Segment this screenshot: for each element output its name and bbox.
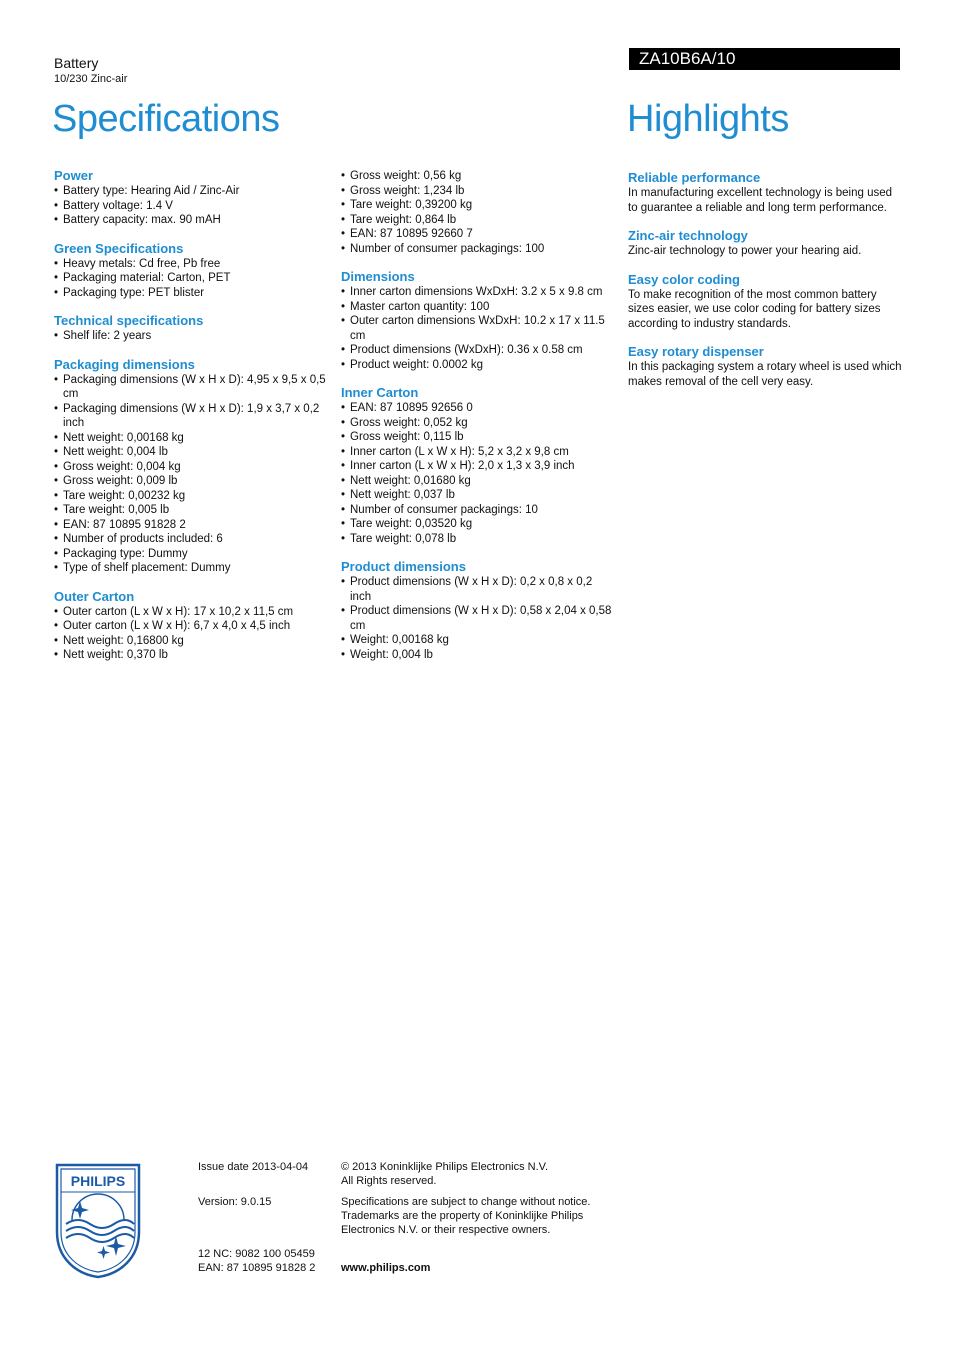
- highlights-column: [628, 170, 903, 402]
- spec-item: • Number of consumer packagings: 100: [341, 242, 613, 257]
- spec-item: • Gross weight: 0,115 lb: [341, 430, 613, 445]
- highlights-title: Highlights: [627, 98, 789, 140]
- spec-item: • Gross weight: 0,56 kg: [341, 169, 613, 184]
- spec-item: • Nett weight: 0,01680 kg: [341, 474, 613, 489]
- spec-item: • Number of consumer packagings: 10: [341, 503, 613, 518]
- spec-item: • Packaging type: Dummy: [54, 547, 326, 562]
- spec-item: • Tare weight: 0,39200 kg: [341, 198, 613, 213]
- highlight-zinc-air: [628, 228, 903, 259]
- spec-item: • Product weight: 0.0002 kg: [341, 358, 613, 373]
- spec-item: • Weight: 0,004 lb: [341, 648, 613, 663]
- section-title: Outer Carton: [54, 588, 135, 604]
- spec-section-inner-carton: [341, 385, 613, 546]
- spec-item: • Nett weight: 0,16800 kg: [54, 634, 326, 649]
- spec-item: • Gross weight: 1,234 lb: [341, 184, 613, 199]
- section-title: Inner Carton: [341, 385, 419, 400]
- legal-notice: Specifications are subject to change without notice. Trademarks are the property of Koninklijke Philips Electronics N.V. or their respective owners.: [341, 1196, 591, 1236]
- section-title: Power: [54, 168, 94, 183]
- highlight-text: In manufacturing excellent technology is being used to guarantee a reliable and long term performance.: [628, 187, 893, 214]
- section-title: Green Specifications: [54, 240, 184, 256]
- spec-item: • Tare weight: 0,00232 kg: [54, 489, 326, 504]
- spec-section-power: [54, 168, 326, 228]
- spec-item: • EAN: 87 10895 92656 0: [341, 401, 613, 416]
- spec-item: • Number of products included: 6: [54, 532, 326, 547]
- highlight-text: Zinc-air technology to power your hearing aid.: [628, 245, 862, 257]
- section-title: Packaging dimensions: [54, 356, 195, 372]
- spec-item: • Nett weight: 0,370 lb: [54, 648, 326, 663]
- specifications-title: Specifications: [52, 98, 280, 140]
- spec-item: • Gross weight: 0,009 lb: [54, 474, 326, 489]
- specs-column-1: [54, 168, 326, 676]
- highlight-color-coding: [628, 272, 903, 332]
- philips-shield-logo: [54, 1162, 142, 1280]
- spec-item: • Outer carton (L x W x H): 6,7 x 4,0 x 4,5 inch: [54, 619, 326, 634]
- spec-section-green: [54, 241, 326, 301]
- issue-date: Issue date 2013-04-04: [198, 1161, 309, 1173]
- spec-item: • Battery voltage: 1.4 V: [54, 199, 326, 214]
- highlight-text: To make recognition of the most common battery sizes easier, we use color coding for battery sizes according to industry standards.: [628, 288, 881, 330]
- section-title: Product dimensions: [341, 559, 466, 574]
- spec-section-technical: [54, 313, 326, 344]
- spec-item: • Battery capacity: max. 90 mAH: [54, 213, 326, 228]
- version: Version: 9.0.15: [198, 1196, 272, 1208]
- spec-item: • Packaging type: PET blister: [54, 286, 326, 301]
- copyright-line-2: All Rights reserved.: [341, 1175, 437, 1187]
- spec-item: • Packaging dimensions (W x H x D): 1,9 x 3,7 x 0,2 inch: [54, 402, 326, 431]
- spec-item: • Packaging material: Carton, PET: [54, 271, 326, 286]
- spec-item: • Shelf life: 2 years: [54, 329, 326, 344]
- spec-item: • EAN: 87 10895 92660 7: [341, 227, 613, 242]
- spec-item: • Tare weight: 0,03520 kg: [341, 517, 613, 532]
- model-number-bar: ZA10B6A/10: [629, 48, 900, 70]
- product-name: Battery: [54, 55, 99, 71]
- highlight-rotary-dispenser: [628, 344, 903, 389]
- spec-item: • EAN: 87 10895 91828 2: [54, 518, 326, 533]
- spec-item: • Tare weight: 0,864 lb: [341, 213, 613, 228]
- spec-section-outer-carton-cont: [341, 169, 613, 256]
- spec-item: • Tare weight: 0,005 lb: [54, 503, 326, 518]
- specs-column-2: [341, 169, 613, 675]
- spec-item: • Inner carton (L x W x H): 5,2 x 3,2 x 9,8 cm: [341, 445, 613, 460]
- copyright-line-1: © 2013 Koninklijke Philips Electronics N.V.: [341, 1161, 549, 1173]
- highlight-reliable-performance: [628, 170, 903, 215]
- spec-item: • Master carton quantity: 100: [341, 300, 613, 315]
- ean-number: EAN: 87 10895 91828 2: [198, 1262, 316, 1274]
- spec-item: • Battery type: Hearing Aid / Zinc-Air: [54, 184, 326, 199]
- spec-section-dimensions: [341, 269, 613, 372]
- spec-item: • Product dimensions (W x H x D): 0,58 x 2,04 x 0,58 cm: [341, 604, 613, 633]
- spec-item: • Packaging dimensions (W x H x D): 4,95 x 9,5 x 0,5 cm: [54, 373, 326, 402]
- spec-item: • Nett weight: 0,037 lb: [341, 488, 613, 503]
- spec-section-product-dimensions: [341, 559, 613, 662]
- nc-number: 12 NC: 9082 100 05459: [198, 1248, 315, 1260]
- logo-wordmark: PHILIPS: [70, 1173, 126, 1189]
- product-subtitle: 10/230 Zinc-air: [54, 73, 128, 85]
- spec-item: • Heavy metals: Cd free, Pb free: [54, 257, 326, 272]
- spec-item: • Product dimensions (W x H x D): 0,2 x 0,8 x 0,2 inch: [341, 575, 613, 604]
- spec-item: • Weight: 0,00168 kg: [341, 633, 613, 648]
- spec-item: • Nett weight: 0,00168 kg: [54, 431, 326, 446]
- highlight-title: Zinc-air technology: [628, 228, 748, 243]
- highlight-title: Easy rotary dispenser: [628, 344, 764, 359]
- spec-item: • Nett weight: 0,004 lb: [54, 445, 326, 460]
- spec-item: • Product dimensions (WxDxH): 0.36 x 0.58 cm: [341, 343, 613, 358]
- spec-item: • Inner carton (L x W x H): 2,0 x 1,3 x 3,9 inch: [341, 459, 613, 474]
- spec-item: • Type of shelf placement: Dummy: [54, 561, 326, 576]
- spec-section-outer-carton: [54, 589, 326, 663]
- highlight-title: Easy color coding: [628, 271, 740, 287]
- spec-item: • Tare weight: 0,078 lb: [341, 532, 613, 547]
- spec-item: • Gross weight: 0,004 kg: [54, 460, 326, 475]
- spec-item: • Outer carton dimensions WxDxH: 10.2 x 17 x 11.5 cm: [341, 314, 613, 343]
- section-title: Technical specifications: [54, 313, 204, 328]
- spec-item: • Gross weight: 0,052 kg: [341, 416, 613, 431]
- spec-item: • Inner carton dimensions WxDxH: 3.2 x 5 x 9.8 cm: [341, 285, 613, 300]
- highlight-title: Reliable performance: [628, 170, 761, 185]
- section-title: Dimensions: [341, 269, 415, 284]
- spec-section-packaging: [54, 357, 326, 576]
- shield-icon: [54, 1162, 142, 1280]
- highlight-text: In this packaging system a rotary wheel is used which makes removal of the cell very easy.: [628, 361, 902, 388]
- spec-item: • Outer carton (L x W x H): 17 x 10,2 x 11,5 cm: [54, 605, 326, 620]
- website-link[interactable]: www.philips.com: [341, 1262, 431, 1274]
